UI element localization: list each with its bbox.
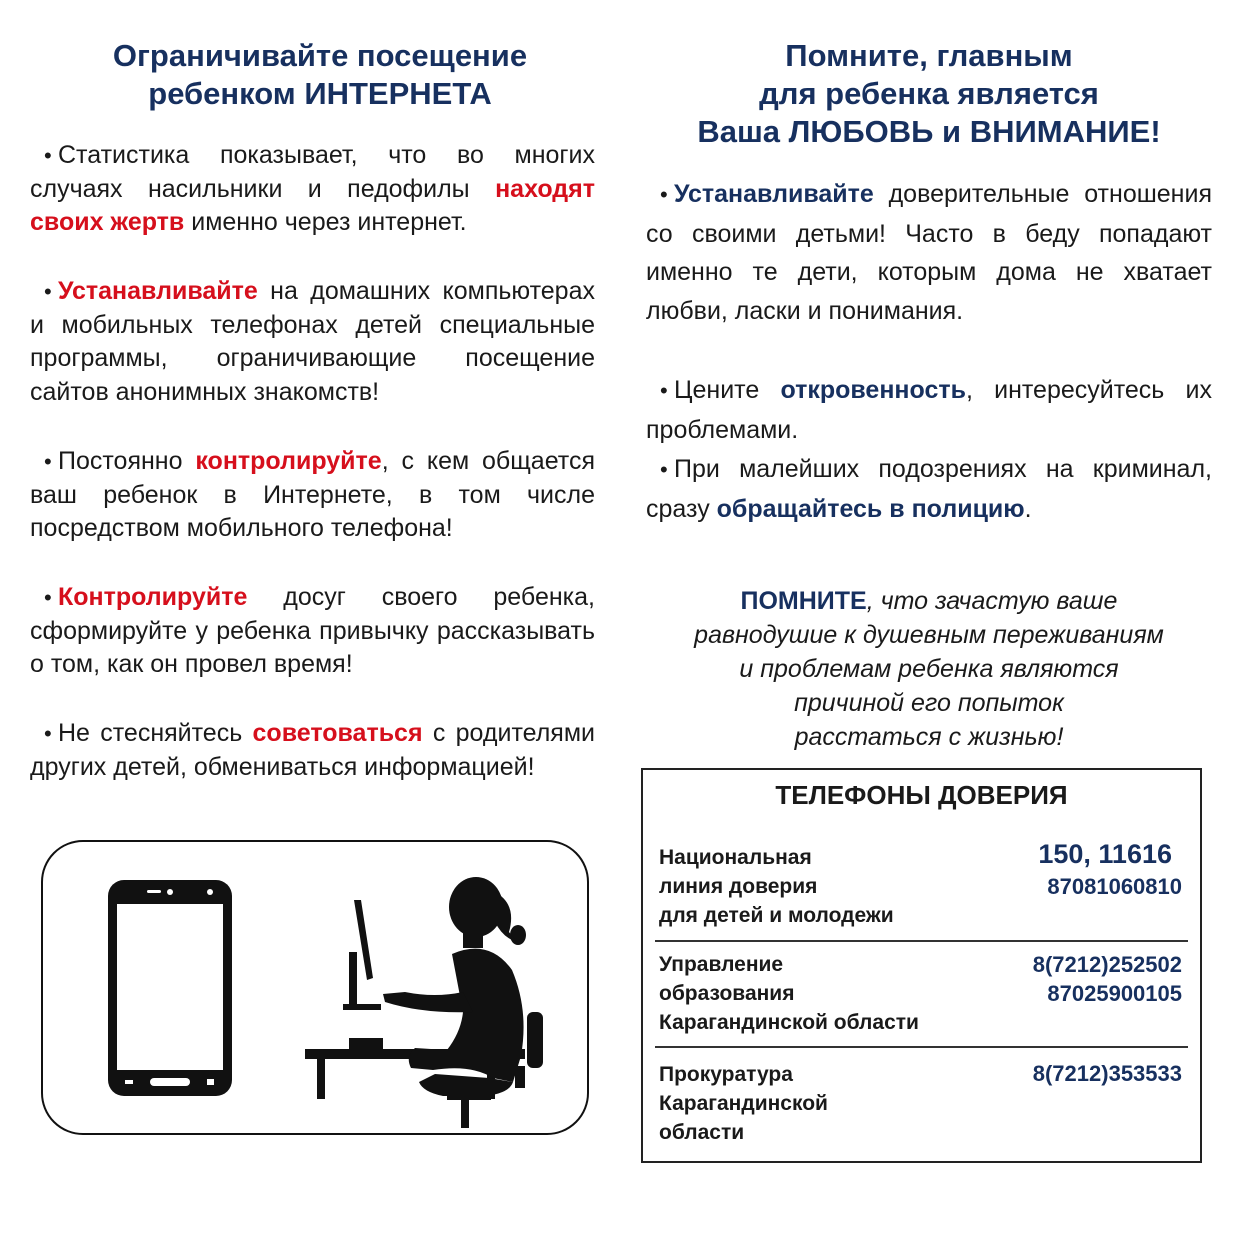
left-bullet-5: • Не стесняйтесь советоваться с родителями других детей, обмениваться информацией! xyxy=(30,719,595,781)
right-title: Помните, главным для ребенка является Ваша ЛЮБОВЬ и ВНИМАНИЕ! xyxy=(697,38,1161,149)
left-bullet-1: • Статистика показывает, что во многих случаях насильники и педофилы находят своих жертв именно через интернет. xyxy=(30,141,595,237)
remember-note: ПОМНИТЕ, что зачастую ваше равнодушие к душевным переживаниям и проблемам ребенка являются причиной его попыток расстаться с жизнью! xyxy=(694,587,1164,751)
left-bullet-4: • Контролируйте досуг своего ребенка, сформируйте у ребенка привычку рассказывать о том, как он провел время! xyxy=(30,583,595,679)
hotline-phone-1b: 87081060810 xyxy=(1047,874,1182,899)
illustration-box xyxy=(41,840,589,1135)
hotline-org-1: Национальная линия доверия для детей и молодежи xyxy=(659,846,894,927)
left-bullet-3: • Постоянно контролируйте, с кем общается ваш ребенок в Интернете, в том числе посредством мобильного телефона! xyxy=(30,447,595,543)
right-bullet-2: • Цените откровенность, интересуйтесь их проблемами. xyxy=(646,376,1212,444)
hotline-divider xyxy=(655,1046,1188,1048)
hotline-phone-2b: 87025900105 xyxy=(1047,981,1182,1006)
hotline-org-2: Управление образования Карагандинской области xyxy=(659,953,919,1034)
left-bullet-2: • Устанавливайте на домашних компьютерах и мобильных телефонах детей специальные программы, ограничивающие посещение сайтов анонимных знакомств! xyxy=(30,277,595,407)
hotline-box xyxy=(641,768,1202,1163)
child-at-computer-icon xyxy=(305,877,543,1128)
smartphone-icon xyxy=(43,842,586,1132)
hotline-divider xyxy=(655,940,1188,942)
hotline-phone-1a: 150, 11616 xyxy=(1038,839,1172,869)
hotline-phone-3a: 8(7212)353533 xyxy=(1032,1061,1182,1086)
hotline-phone-2a: 8(7212)252502 xyxy=(1032,952,1182,977)
hotline-title: ТЕЛЕФОНЫ ДОВЕРИЯ xyxy=(775,780,1068,810)
hotline-org-3: Прокуратура Карагандинской области xyxy=(659,1063,828,1144)
left-title: Ограничивайте посещение ребенком ИНТЕРНЕТА xyxy=(112,38,528,111)
right-bullet-1: • Устанавливайте доверительные отношения со своими детьми! Часто в беду попадают именно те дети, которым дома не хватает любви, ласки и понимания. xyxy=(646,180,1212,325)
right-bullet-3: • При малейших подозрениях на криминал, сразу обращайтесь в полицию. xyxy=(646,455,1212,523)
